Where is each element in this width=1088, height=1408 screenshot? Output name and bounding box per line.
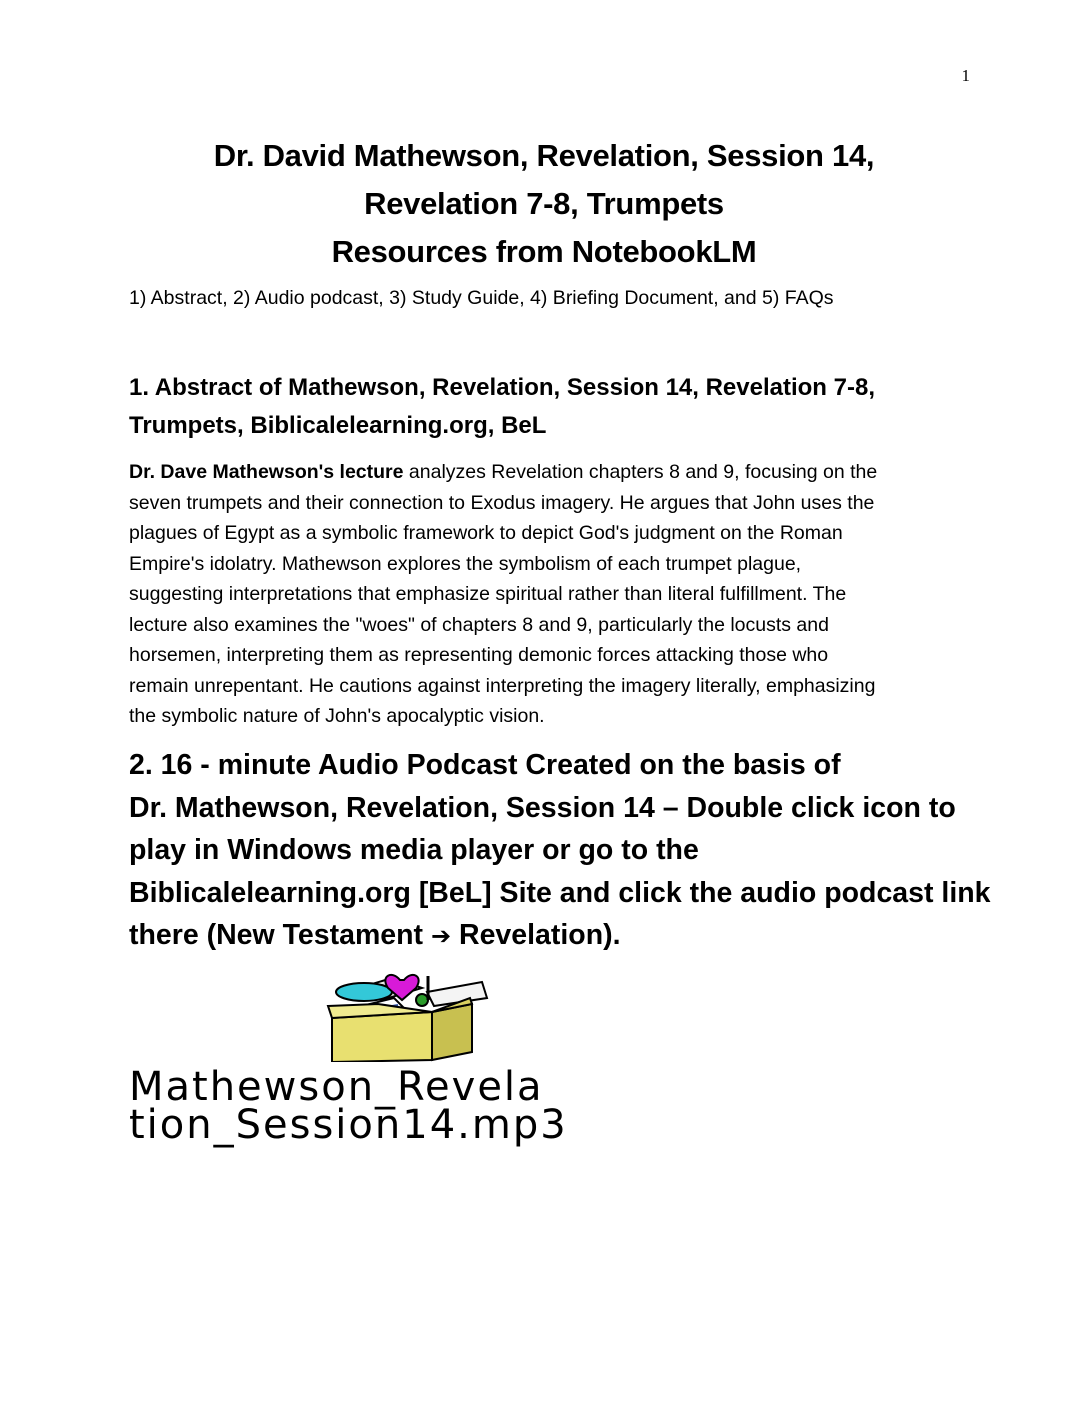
podcast-heading-line-3: play in Windows media player or go to the bbox=[129, 834, 699, 866]
abstract-heading bbox=[129, 369, 959, 445]
right-arrow-icon: ➔ bbox=[430, 922, 452, 950]
page-number: 1 bbox=[961, 66, 970, 85]
podcast-heading-line-1: 2. 16 - minute Audio Podcast Created on the basis of bbox=[129, 749, 841, 781]
abstract-line-9: the symbolic nature of John's apocalyptic vision. bbox=[129, 705, 545, 727]
title-line-2: Revelation 7-8, Trumpets bbox=[364, 186, 724, 221]
abstract-line-6: lecture also examines the "woes" of chapters 8 and 9, particularly the locusts and bbox=[129, 613, 829, 636]
media-file-label[interactable] bbox=[129, 1064, 709, 1148]
abstract-line-8: remain unrepentant. He cautions against interpreting the imagery literally, emphasizing bbox=[129, 674, 876, 697]
podcast-heading-line-5 bbox=[129, 914, 979, 958]
abstract-line-5: suggesting interpretations that emphasize spiritual rather than literal fulfillment. The bbox=[129, 583, 847, 605]
abstract-line-1 bbox=[129, 457, 959, 488]
podcast-heading bbox=[129, 744, 991, 958]
abstract-line-4: Empire's idolatry. Mathewson explores the symbolism of each trumpet plague, bbox=[129, 552, 802, 575]
abstract-heading-line-1: 1. Abstract of Mathewson, Revelation, Session 14, Revelation 7-8, bbox=[129, 374, 875, 401]
page-title bbox=[0, 132, 1088, 276]
abstract-line-1-rest: analyzes Revelation chapters 8 and 9, focusing on the bbox=[403, 461, 878, 483]
podcast-line-5-end: Revelation). bbox=[451, 919, 621, 951]
abstract-line-3: plagues of Egypt as a symbolic framework to depict God's judgment on the Roman bbox=[129, 522, 843, 544]
media-label-line-2: tion_Session14.mp3 bbox=[129, 1102, 568, 1148]
abstract-heading-line-2: Trumpets, Biblicalelearning.org, BeL bbox=[129, 412, 547, 439]
title-line-3: Resources from NotebookLM bbox=[331, 234, 757, 269]
podcast-line-5-start: there (New Testament bbox=[129, 919, 431, 951]
abstract-paragraph bbox=[129, 457, 959, 732]
abstract-line-2: seven trumpets and their connection to Exodus imagery. He argues that John uses the bbox=[129, 491, 875, 514]
abstract-lead: Dr. Dave Mathewson's lecture bbox=[129, 461, 404, 483]
media-label-line-1: Mathewson_Revela bbox=[129, 1064, 544, 1110]
title-line-1: Dr. David Mathewson, Revelation, Session 14, bbox=[213, 138, 875, 173]
podcast-heading-line-2: Dr. Mathewson, Revelation, Session 14 – Double click icon to bbox=[129, 791, 956, 824]
podcast-heading-line-4: Biblicalelearning.org [BeL] Site and click the audio podcast link bbox=[129, 876, 991, 909]
package-icon[interactable] bbox=[322, 970, 492, 1062]
abstract-line-7: horsemen, interpreting them as representing demonic forces attacking those who bbox=[129, 644, 829, 666]
resource-list: 1) Abstract, 2) Audio podcast, 3) Study Guide, 4) Briefing Document, and 5) FAQs bbox=[129, 287, 834, 309]
